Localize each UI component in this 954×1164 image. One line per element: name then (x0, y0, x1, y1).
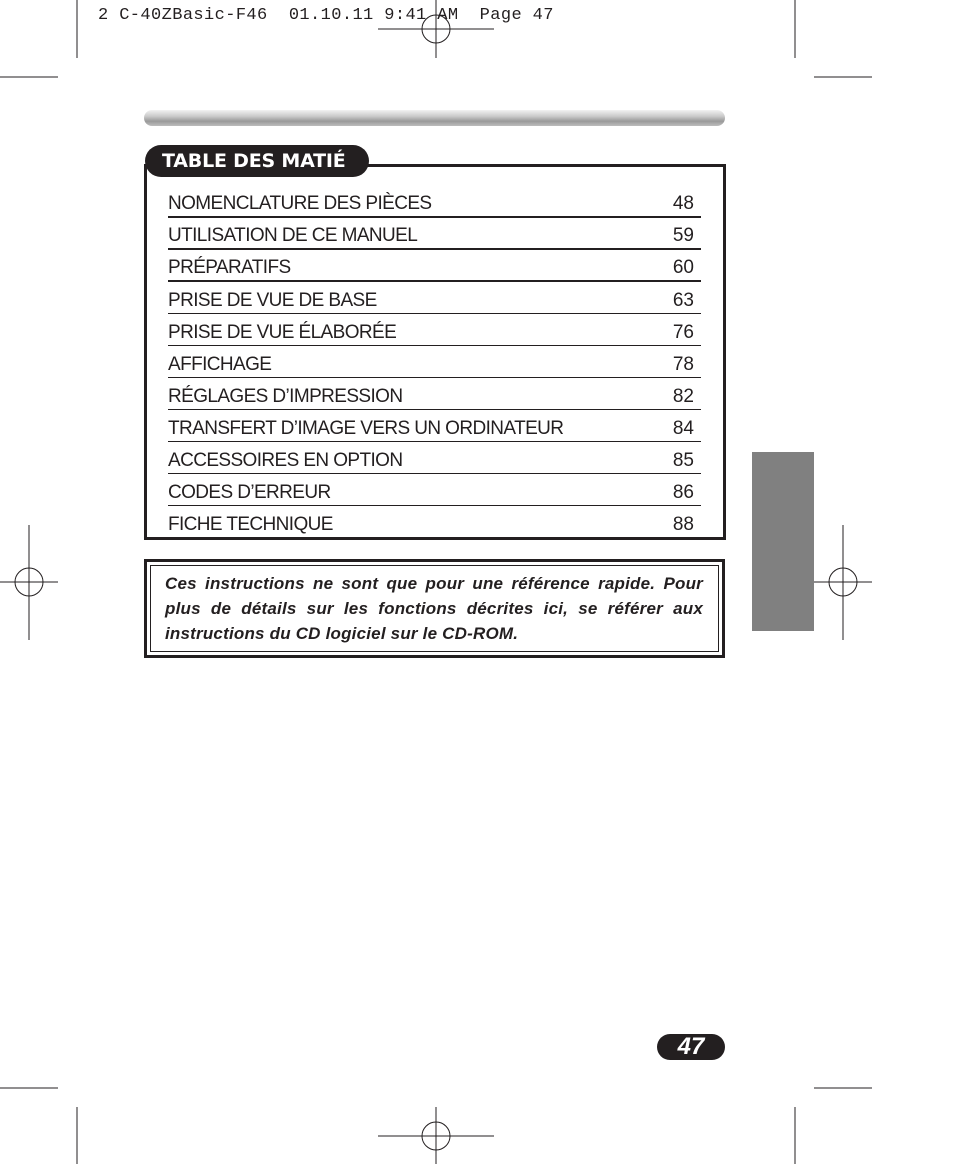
toc-item-label: PRISE DE VUE DE BASE (168, 290, 377, 311)
toc-item-label: AFFICHAGE (168, 354, 272, 375)
toc-item-page: 60 (672, 257, 694, 278)
toc-item[interactable] (168, 506, 701, 538)
toc-item[interactable] (168, 346, 701, 378)
header-bar (144, 110, 725, 126)
toc-item-page: 63 (672, 290, 694, 311)
toc-item-page: 85 (672, 450, 694, 471)
toc-item-label: ACCESSOIRES EN OPTION (168, 450, 403, 471)
registration-mark-left (0, 525, 58, 640)
toc-item-page: 88 (672, 514, 694, 535)
toc-item[interactable] (168, 314, 701, 346)
registration-mark-right (814, 525, 872, 640)
toc-item-label: FICHE TECHNIQUE (168, 514, 333, 535)
toc-item-page: 82 (672, 386, 694, 407)
toc-item-page: 59 (672, 225, 694, 246)
toc-item[interactable] (168, 282, 701, 314)
toc-item-label: UTILISATION DE CE MANUEL (168, 225, 418, 246)
print-slug: 2 C-40ZBasic-F46 01.10.11 9:41 AM Page 47 (98, 6, 554, 25)
section-side-tab (752, 452, 814, 631)
toc-item-label: RÉGLAGES D’IMPRESSION (168, 386, 403, 407)
toc-item[interactable] (168, 186, 701, 218)
toc-item-label: PRISE DE VUE ÉLABORÉE (168, 322, 397, 343)
toc-item-label: TRANSFERT D’IMAGE VERS UN ORDINATEUR (168, 418, 564, 439)
note-text: Ces instructions ne sont que pour une référence rapide. Pour plus de détails sur les fonctions décrites ici, se référer aux instructions du CD logiciel sur le CD-ROM. (165, 574, 703, 643)
toc-item[interactable] (168, 410, 701, 442)
toc-item-page: 78 (672, 354, 694, 375)
toc-title: TABLE DES MATIÉ (145, 145, 369, 177)
registration-mark-top (378, 0, 494, 58)
toc-item-label: PRÉPARATIFS (168, 257, 291, 278)
registration-mark-bottom (378, 1107, 494, 1164)
toc-list (168, 186, 701, 538)
toc-item[interactable] (168, 474, 701, 506)
toc-item-label: CODES D’ERREUR (168, 482, 331, 503)
toc-item-page: 48 (672, 193, 694, 214)
toc-item-page: 76 (672, 322, 694, 343)
toc-item-page: 86 (672, 482, 694, 503)
toc-item[interactable] (168, 218, 701, 250)
toc-item[interactable] (168, 250, 701, 282)
toc-item-page: 84 (672, 418, 694, 439)
toc-item[interactable] (168, 442, 701, 474)
toc-item-label: NOMENCLATURE DES PIÈCES (168, 193, 432, 214)
note-box (144, 559, 725, 658)
toc-item[interactable] (168, 378, 701, 410)
page-number: 47 (657, 1034, 725, 1060)
